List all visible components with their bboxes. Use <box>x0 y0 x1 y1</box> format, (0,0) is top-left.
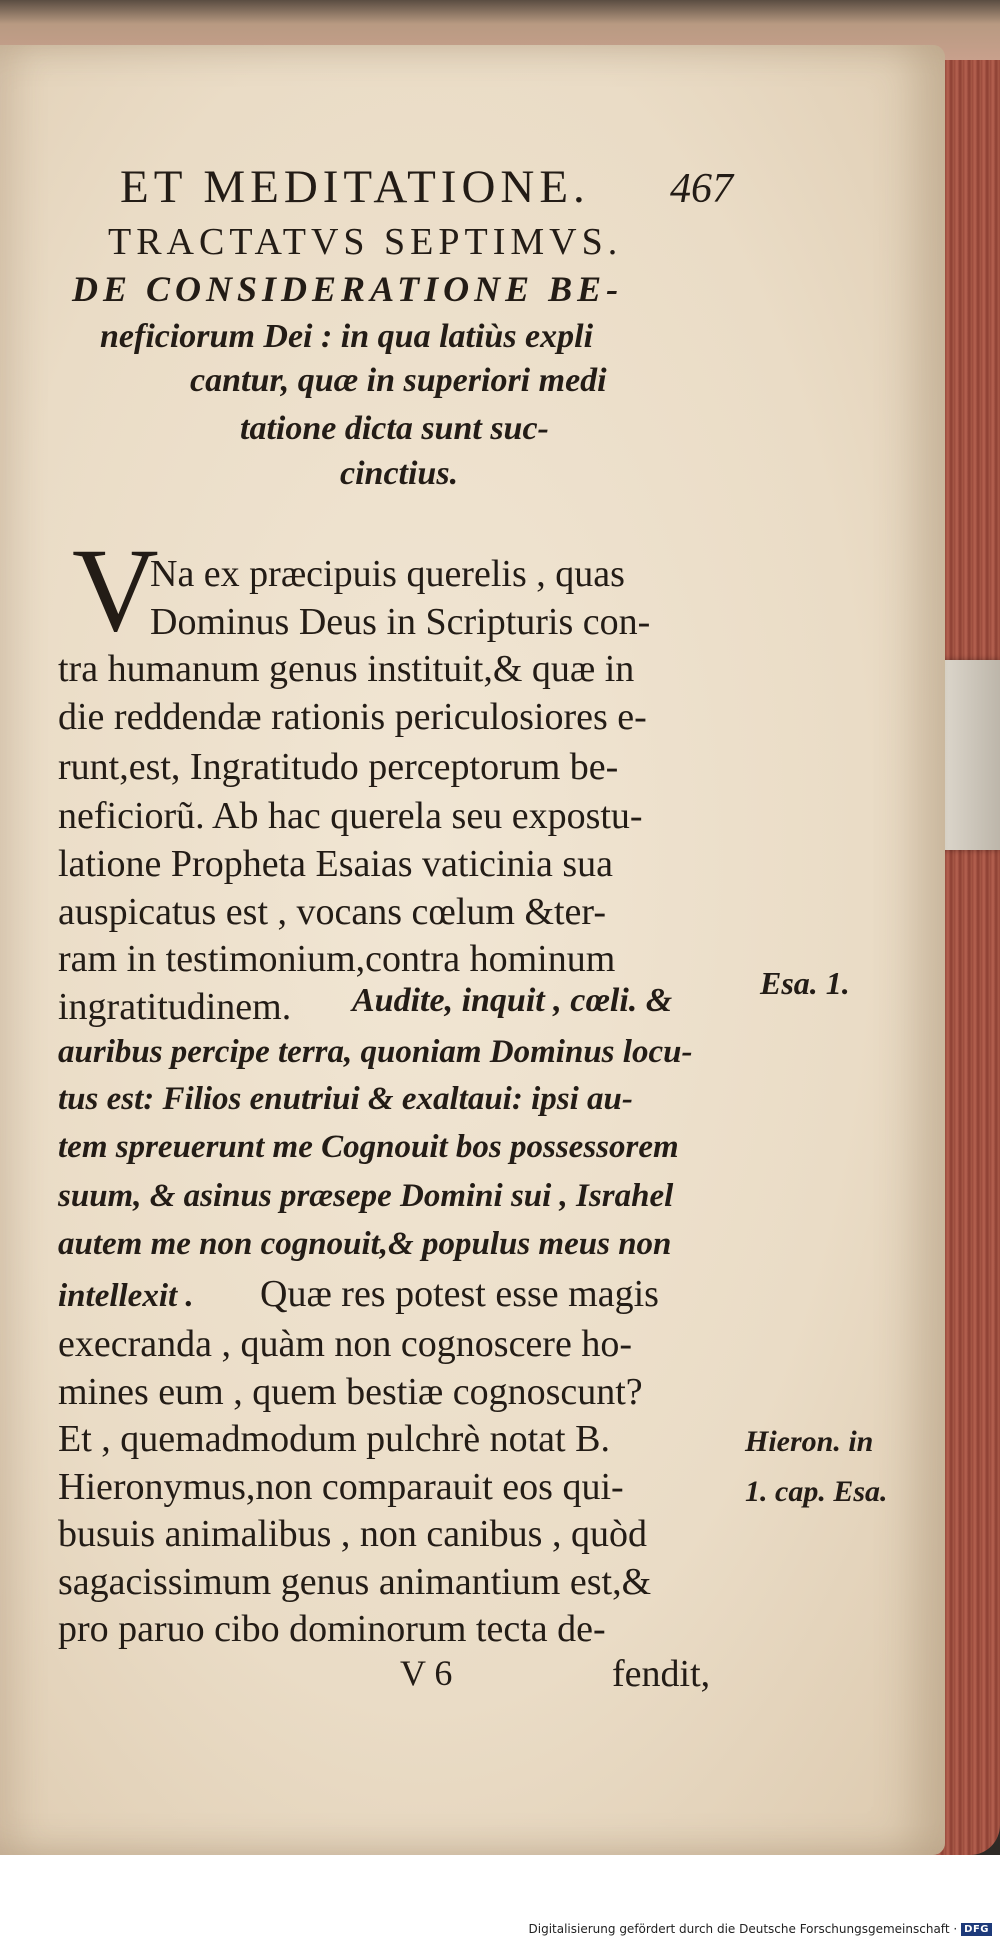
body-line: Dominus Deus in Scripturis con- <box>150 601 651 643</box>
catchword: fendit, <box>612 1653 711 1695</box>
body-italic-line: auribus percipe terra, quoniam Dominus locu- <box>58 1034 693 1070</box>
body-line: busuis animalibus , non canibus , quòd <box>58 1513 647 1555</box>
page-number: 467 <box>670 166 733 212</box>
credit-line <box>529 1922 992 1936</box>
margin-note: Hieron. in <box>745 1425 874 1458</box>
body-line: execranda , quàm non cognoscere ho- <box>58 1323 632 1365</box>
body-italic-line: intellexit . <box>58 1278 194 1314</box>
body-line: auspicatus est , vocans cœlum &ter- <box>58 891 606 933</box>
body-line: neficiorũ. Ab hac querela seu expostu- <box>58 795 643 837</box>
body-italic-line: tus est: Filios enutriui & exaltaui: ipsi au- <box>58 1081 633 1117</box>
margin-note: 1. cap. Esa. <box>745 1475 888 1508</box>
drop-cap: V <box>72 523 159 656</box>
body-line: Na ex præcipuis querelis , quas <box>150 553 625 595</box>
title-line: neficiorum Dei : in qua latiùs expli <box>100 318 594 355</box>
body-line: mines eum , quem bestiæ cognoscunt? <box>58 1371 643 1413</box>
title-line: TRACTATVS SEPTIMVS. <box>108 221 623 263</box>
margin-note: Esa. 1. <box>760 965 850 1001</box>
title-line: tatione dicta sunt suc- <box>240 410 549 447</box>
dfg-logo: DFG <box>961 1923 992 1936</box>
signature-mark: V 6 <box>400 1653 453 1693</box>
body-line: Quæ res potest esse magis <box>260 1273 659 1315</box>
body-line: pro paruo cibo dominorum tecta de- <box>58 1608 606 1650</box>
body-line: latione Propheta Esaias vaticinia sua <box>58 843 614 885</box>
body-line: tra humanum genus instituit,& quæ in <box>58 648 635 690</box>
body-line: sagacissimum genus animantium est,& <box>58 1561 652 1603</box>
body-line: ram in testimonium,contra hominum <box>58 938 616 980</box>
body-line: runt,est, Ingratitudo perceptorum be- <box>58 746 619 788</box>
title-line: cinctius. <box>340 455 459 492</box>
body-italic-line: autem me non cognouit,& populus meus non <box>58 1226 672 1262</box>
body-line: Et , quemadmodum pulchrè notat B. <box>58 1418 610 1460</box>
running-head: ET MEDITATIONE. <box>120 161 590 213</box>
body-line: Hieronymus,non comparauit eos qui- <box>58 1466 624 1508</box>
body-line: die reddendæ rationis periculosiores e- <box>58 696 647 738</box>
body-italic-line: tem spreuerunt me Cognouit bos possessorem <box>58 1129 679 1165</box>
credit-strip <box>0 1855 1000 1942</box>
credit-text: Digitalisierung gefördert durch die Deutsche Forschungsgemeinschaft · <box>528 1922 958 1936</box>
body-italic-line: Audite, inquit , cœli. & <box>352 982 673 1019</box>
title-line: DE CONSIDERATIONE BE- <box>72 269 624 309</box>
body-italic-line: suum, & asinus præsepe Domini sui , Israhel <box>58 1178 674 1214</box>
title-line: cantur, quæ in superiori medi <box>190 362 607 399</box>
body-line: ingratitudinem. <box>58 986 292 1028</box>
